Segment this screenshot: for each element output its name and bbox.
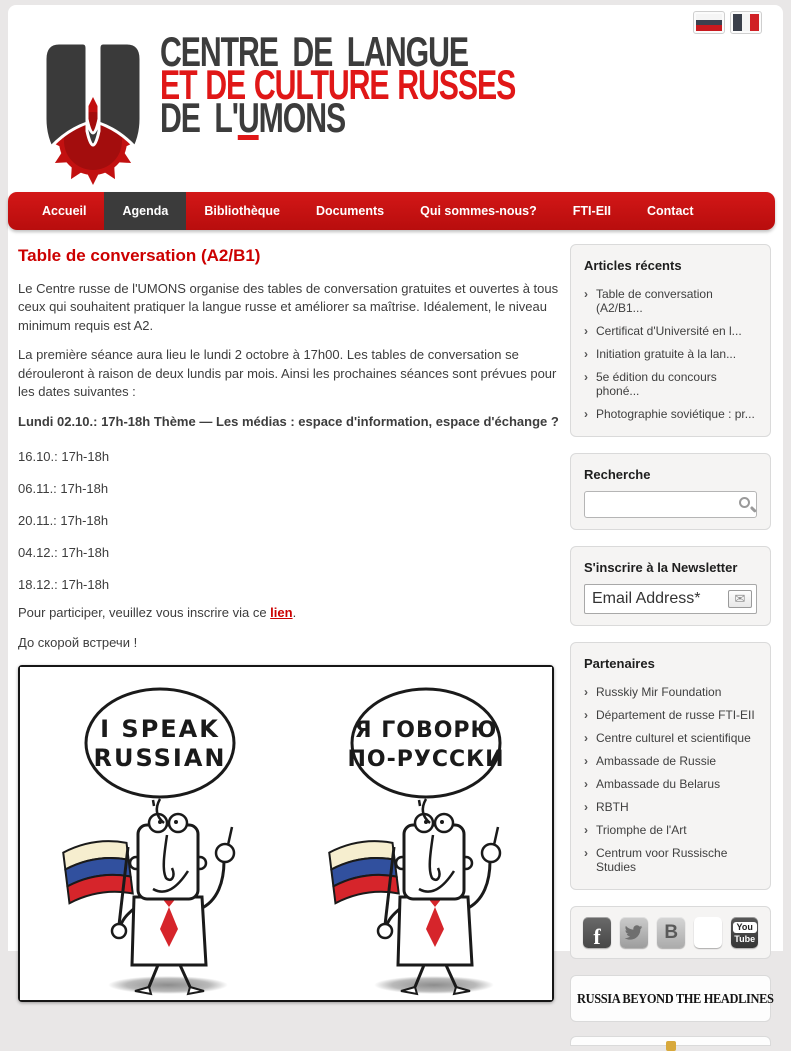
partner-link[interactable]: › RBTH xyxy=(584,799,629,814)
article-title: Table de conversation (A2/B1) xyxy=(18,246,261,265)
site-title xyxy=(160,28,653,141)
partner-link[interactable]: › Ambassade du Belarus xyxy=(584,776,721,791)
site-title-line2: ET DE CULTURE RUSSES xyxy=(160,61,516,108)
rbth-banner-label: RUSSIA BEYOND THE HEADLINES xyxy=(577,990,774,1006)
youtube-icon[interactable]: You Tube xyxy=(731,917,758,948)
chevron-right-icon: › xyxy=(584,323,588,338)
partner-banner-partial[interactable] xyxy=(570,1036,771,1046)
nav-item-accueil[interactable]: Accueil xyxy=(42,204,87,218)
article-paragraph-1: Le Centre russe de l'UMONS organise des tables de conversation gratuites et ouvertes à tous ceux qui souhaitent pratiquer la langue russe et améliorer sa maîtrise. Idéalement, le niveau minimum requis est A2. xyxy=(18,281,559,333)
nav-item-documents[interactable]: Documents xyxy=(316,204,385,218)
right-bubble-text-line1: Я ГОВОРЮ xyxy=(354,718,498,744)
session-date: 20.11.: 17h-18h xyxy=(18,513,109,529)
twitter-icon[interactable] xyxy=(620,917,648,948)
session-date: 04.12.: 17h-18h xyxy=(18,545,110,561)
nav-item-fti-eii[interactable]: FTI-EII xyxy=(572,204,611,218)
cartoon-image xyxy=(18,665,554,1002)
partner-link[interactable]: › Centrum voor Russische Studies xyxy=(584,845,728,874)
chevron-right-icon: › xyxy=(584,346,588,361)
sidebar-box-social xyxy=(570,906,771,959)
recent-article-link[interactable]: › Table de conversation (A2/B1... xyxy=(584,286,713,315)
participate-line: Pour participer, veuillez vous inscrire via ce lien. xyxy=(18,605,297,621)
chevron-right-icon: › xyxy=(584,845,588,860)
nav-item-agenda[interactable]: Agenda xyxy=(104,192,186,230)
recent-articles-title: Articles récents xyxy=(584,258,682,273)
partner-link[interactable]: › Département de russe FTI-EII xyxy=(584,707,755,722)
facebook-icon[interactable]: f xyxy=(583,917,611,948)
article-paragraph-2: La première séance aura lieu le lundi 2 octobre à 17h00. Les tables de conversation se dérouleront à raison de deux lundis par mois. Ainsi les prochaines séances sont prévues pour les dates suivantes : xyxy=(18,347,557,400)
recent-article-link[interactable]: › Initiation gratuite à la lan... xyxy=(584,346,737,361)
nav-item-contact[interactable]: Contact xyxy=(646,204,694,218)
chevron-right-icon: › xyxy=(584,730,588,745)
right-bubble-text-line2: ПО-РУССКИ xyxy=(347,747,505,773)
russian-flag-icon[interactable] xyxy=(694,12,724,33)
chevron-right-icon: › xyxy=(584,369,588,384)
partner-link[interactable]: › Triomphe de l'Art xyxy=(584,822,687,837)
inscription-link[interactable]: lien xyxy=(270,605,293,621)
rbth-banner[interactable] xyxy=(570,975,774,1022)
partner-link[interactable]: › Russkiy Mir Foundation xyxy=(584,684,722,699)
sidebar-box-newsletter xyxy=(570,546,771,626)
gold-emblem-icon xyxy=(666,1041,676,1051)
delicious-icon[interactable] xyxy=(694,917,722,948)
session-date: 18.12.: 17h-18h xyxy=(18,577,110,593)
site-logo-book-sun-icon[interactable] xyxy=(32,35,154,183)
partner-link[interactable]: › Ambassade de Russie xyxy=(584,753,717,768)
sidebar-box-recent-articles xyxy=(570,244,771,437)
session-date: 16.10.: 17h-18h xyxy=(18,449,110,465)
chevron-right-icon: › xyxy=(584,406,588,421)
sidebar-box-search xyxy=(570,453,771,530)
chevron-right-icon: › xyxy=(584,707,588,722)
search-title: Recherche xyxy=(584,467,651,482)
main-navigation xyxy=(8,192,775,230)
sidebar xyxy=(570,244,774,1046)
article-main xyxy=(18,244,564,1002)
french-flag-icon[interactable] xyxy=(731,12,761,33)
chevron-right-icon: › xyxy=(584,776,588,791)
chevron-right-icon: › xyxy=(584,799,588,814)
left-bubble-text-line1: I SPEAK xyxy=(100,715,220,744)
newsletter-title: S'inscrire à la Newsletter xyxy=(584,560,738,575)
recent-article-link[interactable]: › Photographie soviétique : pr... xyxy=(584,406,755,421)
search-icon[interactable] xyxy=(739,497,750,508)
site-title-line1: CENTRE DE LANGUE xyxy=(160,28,468,75)
recent-article-link[interactable]: › 5e édition du concours phoné... xyxy=(584,369,717,398)
mail-icon[interactable]: ✉ xyxy=(728,590,752,608)
chevron-right-icon: › xyxy=(584,286,588,301)
nav-item-qui-sommes-nous[interactable]: Qui sommes-nous? xyxy=(420,204,537,218)
vk-icon[interactable]: B xyxy=(657,917,685,948)
session-date: 06.11.: 17h-18h xyxy=(18,481,109,497)
recent-article-link[interactable]: › Certificat d'Université en l... xyxy=(584,323,742,338)
site-header xyxy=(8,5,783,192)
language-switcher xyxy=(694,12,761,33)
left-bubble-text-line2: RUSSIAN xyxy=(93,744,227,773)
page-container xyxy=(8,5,783,1006)
partner-link[interactable]: › Centre culturel et scientifique xyxy=(584,730,751,745)
site-title-line3: DE L'UMONS xyxy=(160,94,346,141)
partners-title: Partenaires xyxy=(584,656,655,671)
search-input[interactable] xyxy=(584,491,757,518)
nav-item-bibliotheque[interactable]: Bibliothèque xyxy=(204,204,281,218)
article-theme-line: Lundi 02.10.: 17h-18h Thème — Les médias : espace d'information, espace d'échange ? xyxy=(18,413,559,429)
chevron-right-icon: › xyxy=(584,684,588,699)
chevron-right-icon: › xyxy=(584,822,588,837)
sidebar-box-partners xyxy=(570,642,771,890)
closing-line: До скорой встречи ! xyxy=(18,634,138,650)
chevron-right-icon: › xyxy=(584,753,588,768)
